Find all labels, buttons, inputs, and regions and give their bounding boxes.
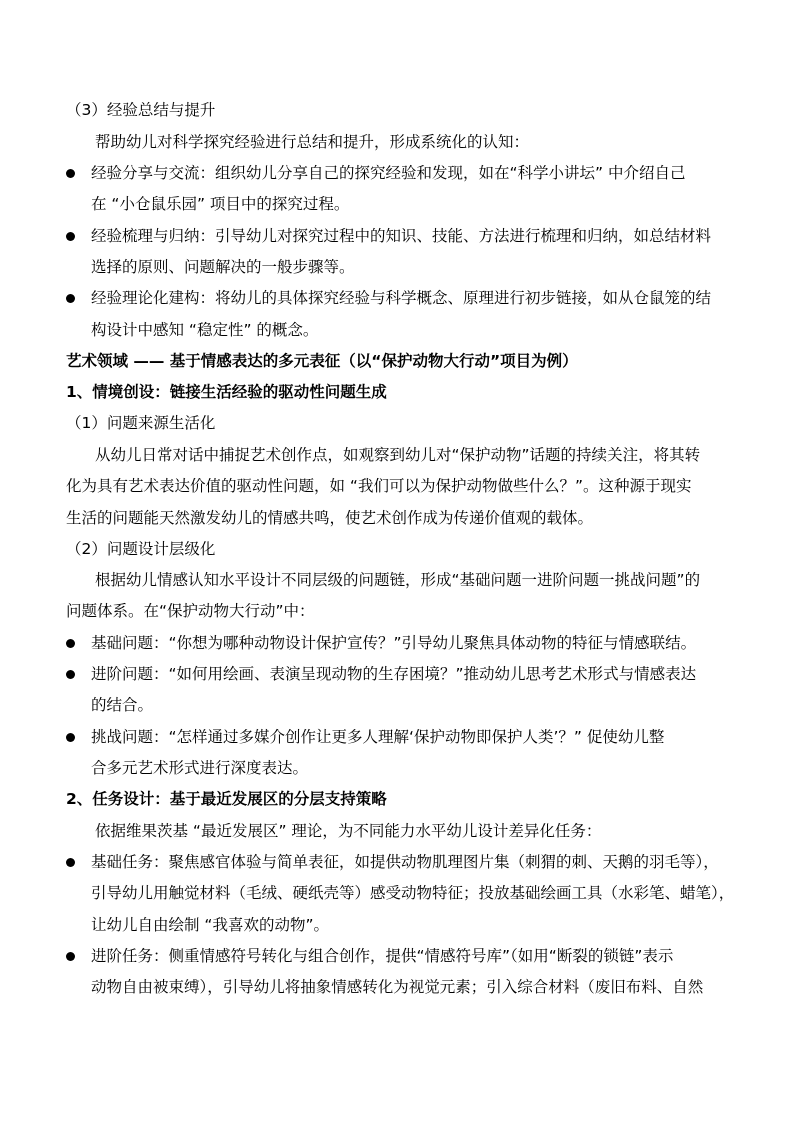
text-line: 进阶任务：侧重情感符号转化与组合创作，提供“情感符号库”（如用“断裂的锁链”表示 [91, 947, 674, 965]
text-line: 问题体系。在“保护动物大行动”中： [66, 602, 315, 620]
section-heading: 2、任务设计：基于最近发展区的分层支持策略 [66, 790, 387, 808]
section-heading: 艺术领域 —— 基于情感表达的多元表征（以“保护动物大行动”项目为例） [66, 352, 578, 370]
text-line: 经验梳理与归纳：引导幼儿对探究过程中的知识、技能、方法进行梳理和归纳，如总结材料 [91, 227, 712, 245]
bullet-dot [66, 169, 75, 178]
text-line: 构设计中感知 “稳定性” 的概念。 [91, 321, 319, 339]
text-line: 经验理论化建构：将幼儿的具体探究经验与科学概念、原理进行初步链接，如从仓鼠笼的结 [91, 289, 712, 307]
text-line: 根据幼儿情感认知水平设计不同层级的问题链，形成“基础问题一进阶问题一挑战问题”的 [95, 571, 701, 589]
text-line: 动物自由被束缚），引导幼儿将抽象情感转化为视觉元素；引入综合材料（废旧布料、自然 [91, 978, 704, 996]
text-line: 帮助幼儿对科学探究经验进行总结和提升，形成系统化的认知： [95, 133, 530, 151]
bullet-dot [66, 232, 75, 241]
bullet-dot [66, 858, 75, 867]
text-line: 选择的原则、问题解决的一般步骤等。 [91, 258, 355, 276]
text-line: 基础任务：聚焦感官体验与简单表征，如提供动物肌理图片集（刺猬的刺、天鹅的羽毛等）， [91, 853, 719, 871]
text-line: 挑战问题：“怎样通过多媒介创作让更多人理解‘保护动物即保护人类’？” 促使幼儿整 [91, 728, 665, 746]
bullet-dot [66, 733, 75, 742]
text-line: 的结合。 [91, 696, 154, 714]
text-line: 依据维果茨基 “最近发展区” 理论，为不同能力水平幼儿设计差异化任务： [95, 822, 602, 840]
text-line: （2）问题设计层级化 [66, 540, 216, 558]
bullet-dot [66, 670, 75, 679]
text-line: 基础问题：“你想为哪种动物设计保护宣传？”引导幼儿聚焦具体动物的特征与情感联结。 [91, 634, 697, 652]
text-line: 合多元艺术形式进行深度表达。 [91, 759, 309, 777]
text-line: 生活的问题能天然激发幼儿的情感共鸣，使艺术创作成为传递价值观的载体。 [66, 509, 594, 527]
text-line: 从幼儿日常对话中捕捉艺术创作点，如观察到幼儿对“保护动物”话题的持续关注，将其转 [95, 446, 701, 464]
bullet-dot [66, 952, 75, 961]
text-line: 进阶问题：“如何用绘画、表演呈现动物的生存困境？”推动幼儿思考艺术形式与情感表达 [91, 665, 697, 683]
text-line: 经验分享与交流：组织幼儿分享自己的探究经验和发现，如在“科学小讲坛” 中介绍自己 [91, 164, 686, 182]
text-line: （1）问题来源生活化 [66, 414, 216, 432]
bullet-dot [66, 639, 75, 648]
text-line: 在 “小仓鼠乐园” 项目中的探究过程。 [91, 195, 350, 213]
text-line: 让幼儿自由绘制 “我喜欢的动物”。 [91, 916, 329, 934]
text-line: （3）经验总结与提升 [66, 101, 216, 119]
text-line: 引导幼儿用触觉材料（毛绒、硬纸壳等）感受动物特征；投放基础绘画工具（水彩笔、蜡笔）， [91, 884, 735, 902]
section-heading: 1、情境创设：链接生活经验的驱动性问题生成 [66, 383, 387, 401]
text-line: 化为具有艺术表达价值的驱动性问题，如 “我们可以为保护动物做些什么？”。这种源于现实 [66, 477, 692, 495]
bullet-dot [66, 294, 75, 303]
